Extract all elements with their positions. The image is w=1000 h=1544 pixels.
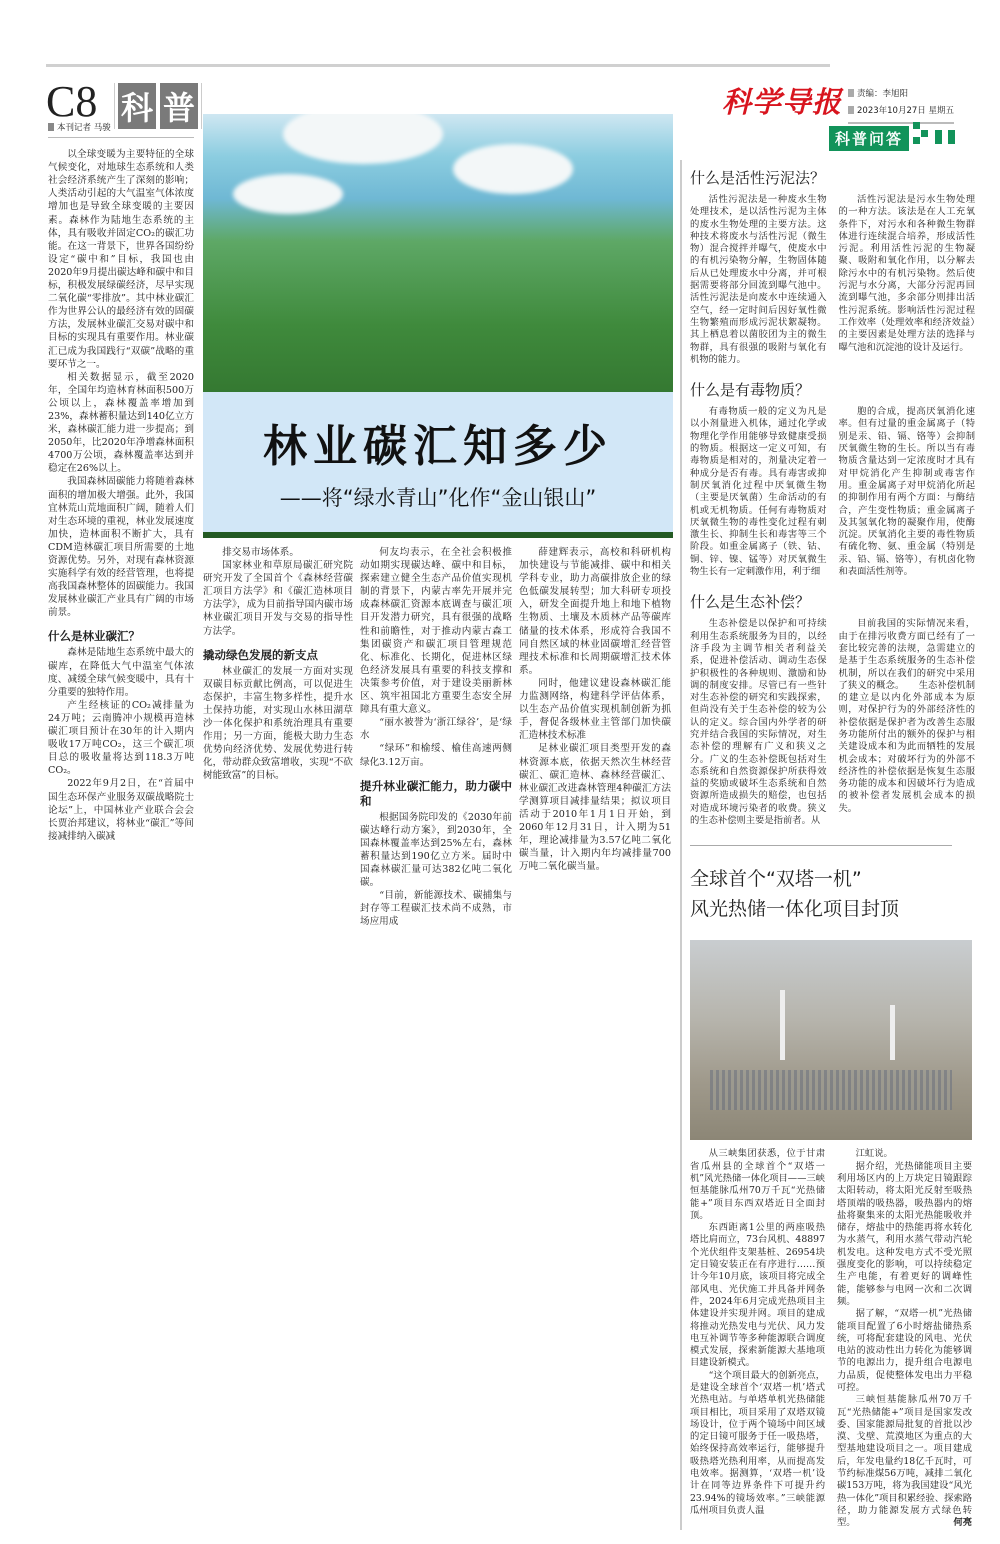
paragraph: 目前我国的实际情况来看，由于在排污收费方面已经有了一套比较完善的法规，急需建立的是基于生态系统服务的生态补偿机制，所以在我们的研究中采用了狭义的概念。 生态补偿机制的建立是以内化外部成本为原则，对保护行为的外部经济性的补偿依据是保护者为改善生态服务功能所付出的额外的保护与相关建设成本和为此而牺牲的发展机会成本；对破坏行为的外部不经济性的补偿依据是恢复生态服务功能的成本和因破坏行为造成的被补偿者发展机会成本的损失。 xyxy=(838,618,975,814)
paragraph: “绿环”和榆绥、榆佳高速两侧绿化3.12万亩。 xyxy=(360,743,512,768)
paragraph: 林业碳汇的发展一方面对实现双碳目标贡献比例高，可以促进生态保护，丰富生物多样性，提升水土保持功能，对实现山水林田湖草沙一体化保护和系统治理具有重要作用；另一方面，能极大助力生态优势向经济优势、发展优势进行转化，带动群众致富增收，实现“不砍树能致富”的目标。 xyxy=(203,665,353,782)
paragraph: 国家林业和草原局碳汇研究院研究开发了全国首个《森林经营碳汇项目方法学》和《碳汇造林项目方法学》，成为目前指导国内碳市场林业碳汇项目开发与交易的指导性方法学。 xyxy=(203,560,353,637)
qa-label: 科普问答 xyxy=(829,126,909,151)
header-rule xyxy=(46,64,830,67)
paragraph: 活性污泥法是污水生物处理的一种方法。该法是在人工充氧条件下，对污水和各种微生物群体进行连续混合培养，形成活性污泥。利用活性污泥的生物凝聚、吸附和氧化作用，以分解去除污水中的有机污染物。然后使污泥与水分离，大部分污泥再回流到曝气池，多余部分则排出活性污泥系统。影响活性污泥过程工作效率（处理效率和经济效益）的主要因素是处理方法的选择与曝气池和沉淀池的设计及运行。 xyxy=(838,194,975,353)
date: 2023年10月27日 星期五 xyxy=(848,103,954,120)
qa-answer-column xyxy=(690,618,827,827)
subheading: 撬动绿色发展的新支点 xyxy=(203,647,318,662)
page-number: C8 xyxy=(46,77,98,126)
paragraph: “这个项目最大的创新亮点，是建设全球首个‘双塔一机’塔式光热电站。与单塔单机光热储能项目相比，项目采用了双塔双镜场设计，位于两个镜场中间区域的定日镜可服务于任一吸热塔，始终保持高效率运行，能够提升吸热塔光热利用率，从而提高发电效率。据测算，‘双塔一机’设计在同等边界条件下可提升约23.94%的镜场效率。”三峡能源瓜州项目负责人温 xyxy=(690,1369,825,1516)
paragraph: 同时，他建议建设森林碳汇能力监测网络，构建科学评估体系，以生态产品价值实现机制创新为抓手，督促各级林业主管部门加快碳汇造林技术标准 xyxy=(519,677,671,742)
paragraph: 相关数据显示，截至2020年，全国年均造林育林面积500万公顷以上，森林覆盖率增加到23%，森林蓄积量达到140亿立方米，森林碳汇能力进一步提高；到2050年，比2020年净增森林面积4700万公顷，森林覆盖率达到并稳定在26%以上。 xyxy=(48,371,194,475)
paragraph: 排交易市场体系。 xyxy=(222,547,299,558)
lead-column-4 xyxy=(519,546,671,1396)
news-body xyxy=(690,1148,972,1529)
editor: 责编：李旭阳 xyxy=(848,86,954,103)
right-column xyxy=(690,168,975,1544)
paragraph: 东西距离1公里的两座吸热塔比肩而立，73台风机、48897个光伏组件支架基桩、26954块定日镜安装正在有序进行……预计今年10月底，该项目将完成全部风电、光伏施工并具备并网条件，2024年6月完成光热项目主体建设并实现并网。项目的建成将推动光热发电与光伏、风力发电互补调节等多种能源联合调度模式发展，探索新能源大基地项目建设新模式。 xyxy=(690,1222,825,1369)
paragraph: 从三峡集团获悉，位于甘肃省瓜州县的全球首个“双塔一机”风光热储一体化项目——三峡恒基能脉瓜州70万千瓦“光热储能+”项目东西双塔近日全面封顶。 xyxy=(690,1148,825,1221)
separator xyxy=(690,845,952,846)
qa-answer xyxy=(690,618,975,827)
qa-list xyxy=(690,168,975,841)
paragraph: 胞的合成，提高厌氧消化速率。但有过量的重金属离子（特别是汞、铅、镉、铬等）会抑制厌氧微生物的生长。所以当有毒物质含量达到一定浓度时才具有对甲烷消化产生抑制或毒害作用。重金属离子对甲烷消化所起的抑制作用有两个方面：与酶结合，产生变性物质；重金属离子及其氢氧化物的凝聚作用，使酶沉淀。厌氧消化主要的毒性物质有硫化物、氨、重金属（特别是汞、铅、镉、铬等），有机卤化物和表面活性剂等。 xyxy=(838,406,975,578)
news-title-line: 风光热储一体化项目封顶 xyxy=(690,898,900,921)
paragraph: 生态补偿是以保护和可持续利用生态系统服务为目的，以经济手段为主调节相关者利益关系，促进补偿活动、调动生态保护积极性的各种规则、激励和协调的制度安排。尽管已有一些针对生态补偿的研究和实践探索，但尚没有关于生态补偿的较为公认的定义。综合国内外学者的研究并结合我国的实际情况，对生态补偿的理解有广义和狭义之分。广义的生态补偿既包括对生态系统和自然资源保护所获得效益的奖励或破坏生态系统和自然资源所造成损失的赔偿，也包括对造成环境污染者的收费。狭义的生态补偿则主要是指前者。从 xyxy=(690,618,827,827)
page-meta xyxy=(848,86,954,124)
solar-tower-photo xyxy=(690,940,972,1140)
qa-item xyxy=(690,168,975,366)
subheading: 提升林业碳汇能力，助力碳中和 xyxy=(360,778,512,808)
newspaper-logo: 科学导报 xyxy=(722,85,843,119)
qa-question: 什么是活性污泥法？ xyxy=(690,169,826,187)
news-title xyxy=(690,864,975,924)
qa-answer-column xyxy=(839,194,976,366)
lead-column-3 xyxy=(360,546,512,1396)
section-char: 普 xyxy=(160,83,198,129)
paragraph: “目前，新能源技术、碳捕集与封存等工程碳汇技术尚不成熟，市场应用成 xyxy=(360,890,512,928)
author: 何亮 xyxy=(953,1517,972,1529)
paragraph: 据介绍，光热储能项目主要利用场区内的上万块定日镜跟踪太阳转动，将太阳光反射至吸热塔顶端的吸热器，吸热器内的熔盐将聚集来的太阳光热能吸收并储存，熔盐中的热能再将水转化为水蒸气，利用水蒸气带动汽轮机发电。这种发电方式不受光照强度变化的影响，可以持续稳定生产电能，有着更好的调峰性能，能够参与电网一次和二次调频。 xyxy=(837,1160,972,1307)
news-title-line: 全球首个“双塔一机” xyxy=(690,868,862,891)
subheading: 什么是林业碳汇？ xyxy=(48,629,140,644)
paragraph: 据了解，“双塔一机”光热储能项目配置了6小时熔盐储热系统，可将配套建设的风电、光伏电站的波动性出力转化为能够调节的电源出力，提升组合电源电力品质，促使整体发电出力平稳可控。 xyxy=(837,1308,972,1393)
paragraph: 2022年9月2日，在“首届中国生态环保产业服务双碳战略院士论坛”上，中国林业产业联合会会长贾治邦建议，将林业“碳汇”等间接减排纳入碳减 xyxy=(48,778,194,842)
paragraph: 森林是陆地生态系统中最大的碳库，在降低大气中温室气体浓度、减缓全球气候变暖中，具有十分重要的独特作用。 xyxy=(48,647,194,698)
paragraph: 有毒物质一般的定义为凡是以小剂量进入机体，通过化学或物理化学作用能够导致健康受损的物质。根据这一定义可知，有毒物质是相对的，剂量决定着一种成分是否有毒。具有毒害或抑制厌氧消化过程中厌氧微生物（主要是厌氧菌）生命活动的有机或无机物质。任何有毒物质对厌氧微生物的毒性变化过程有刺激生长、抑制生长和毒害等三个阶段。如重金属离子（铁、钴、铜、锌、镍、锰等）对厌氧微生物生长有一定刺激作用，利于细 xyxy=(690,406,827,578)
qa-answer-column xyxy=(839,406,976,578)
qa-answer-column xyxy=(690,406,827,578)
lead-title: 林业碳汇知多少 xyxy=(263,421,613,472)
byline: 本刊记者 马骏 xyxy=(48,122,194,138)
lead-subtitle: ——将“绿水青山”化作“金山银山” xyxy=(279,486,597,510)
paragraph: 江虹说。 xyxy=(855,1148,893,1160)
paragraph: 我国森林固碳能力将随着森林面积的增加极大增强。此外，我国宜林荒山荒地面积广阔，随着人们对生态环境的重视，林业发展速度加快，造林面积不断扩大，具有CDM造林碳汇项目所需要的土地资源优势。另外，对现有森林资源实施科学有效的经营管理，也将提高我国森林整体的固碳能力。我国发展林业碳汇产业具有广阔的市场前景。 xyxy=(48,476,194,619)
paragraph: 何友均表示，在全社会积极推动如期实现碳达峰、碳中和目标，探索建立健全生态产品价值实现机制的背景下，内蒙古率先开展并完成森林碳汇资源本底调查与碳汇项目开发潜力研究，具有很强的战略性和前瞻性，对于推动内蒙古森工集团碳资产和碳汇项目管理规范化、标准化、长期化，促进林区绿色经济发展具有重要的科技支撑和决策参考价值，对于建设美丽新林区、筑牢祖国北方重要生态安全屏障具有重大意义。 xyxy=(360,547,512,716)
paragraph: 三峡恒基能脉瓜州70万千瓦“光热储能+”项目是国家发改委、国家能源局批复的首批以沙漠、戈壁、荒漠地区为重点的大型基地建设项目之一。项目建成后，年发电量约18亿千瓦时，可节约标准煤56万吨，减排二氧化碳153万吨，将为我国建设“风光热一体化”项目积累经验、探索路径，助力能源发展方式绿色转型。 何亮 xyxy=(837,1394,972,1529)
qa-answer xyxy=(690,194,975,366)
paragraph: 产生经核证的CO₂减排量为24万吨；云南腾冲小规模再造林碳汇项目预计在30年的计入期内吸收17万吨CO₂，这三个碳汇项目总的吸收量将达到118.3万吨CO₂。 xyxy=(48,699,194,777)
paragraph: “丽水被誉为‘浙江绿谷’，是‘绿水 xyxy=(360,717,512,742)
section-char: 科 xyxy=(118,83,156,129)
qa-decoration xyxy=(913,122,955,144)
column-divider xyxy=(680,160,682,1530)
qa-question: 什么是生态补偿？ xyxy=(690,593,811,612)
qa-question: 什么是有毒物质？ xyxy=(690,381,811,400)
paragraph: 足林业碳汇项目类型开发的森林资源本底，依据天然次生林经营碳汇、碳汇造林、森林经营碳汇、林业碳汇改进森林管理4种碳汇方法学测算项目减排量结果；拟议项目活动于2010年1月1日开始，到2060年12月31日，计入期为51年，理论减排量为3.57亿吨二氧化碳当量，计入期内年均减排量700万吨二氧化碳当量。 xyxy=(519,743,671,873)
lead-column-2 xyxy=(203,546,353,1396)
qa-answer-column xyxy=(839,618,976,827)
qa-item xyxy=(690,380,975,578)
lead-column-1 xyxy=(48,122,194,1400)
lead-title-box xyxy=(203,392,673,532)
qa-answer xyxy=(690,406,975,578)
paragraph: 活性污泥法是一种废水生物处理技术，是以活性污泥为主体的废水生物处理的主要方法。这种技术将废水与活性污泥（微生物）混合搅拌并曝气，使废水中的有机污染物分解，生物固体随后从已处理废水中分离，并可根据需要将部分回流到曝气池中。活性污泥法是向废水中连续通入空气，经一定时间后因好氧性微生物繁殖而形成污泥状絮凝物。其上栖息着以菌胶团为主的微生物群，具有很强的吸附与氧化有机物的能力。 xyxy=(690,194,827,365)
paragraph: 薛建辉表示，高校和科研机构加快建设与节能减排、碳中和相关学科专业，助力高碳排放企业的绿色低碳发展转型；加大科研专项投入，研发全面提升地上和地下植物生物质、土壤及木质林产品等碳库储量的技术体系，形成符合我国不同自然区域的林业固碳增汇经营管理技术标准和长周期碳增汇技术体系。 xyxy=(519,547,671,676)
paragraph: 以全球变暖为主要特征的全球气候变化，对地球生态系统和人类社会经济系统产生了深刻的影响；人类活动引起的大气温室气体浓度增加也是导致全球变暖的主要因素。森林作为陆地生态系统的主体，具有吸收并固定CO₂的碳汇功能。在这一背景下，世界各国纷纷设定“碳中和”目标，我国也由2020年9月提出碳达峰和碳中和目标，积极发展绿碳经济，尽早实现二氧化碳“零排放”。其中林业碳汇作为世界公认的最经济有效的固碳方法，发展林业碳汇交易对碳中和目标的实现具有重要作用。林业碳汇已成为我国践行“双碳”战略的重要环节之一。 xyxy=(48,149,194,370)
paragraph: 根据国务院印发的《2030年前碳达峰行动方案》，到2030年，全国森林覆盖率达到25%左右，森林蓄积量达到190亿立方米。届时中国森林碳汇量可达382亿吨二氧化碳。 xyxy=(360,811,512,889)
qa-item xyxy=(690,592,975,827)
qa-answer-column xyxy=(690,194,827,366)
